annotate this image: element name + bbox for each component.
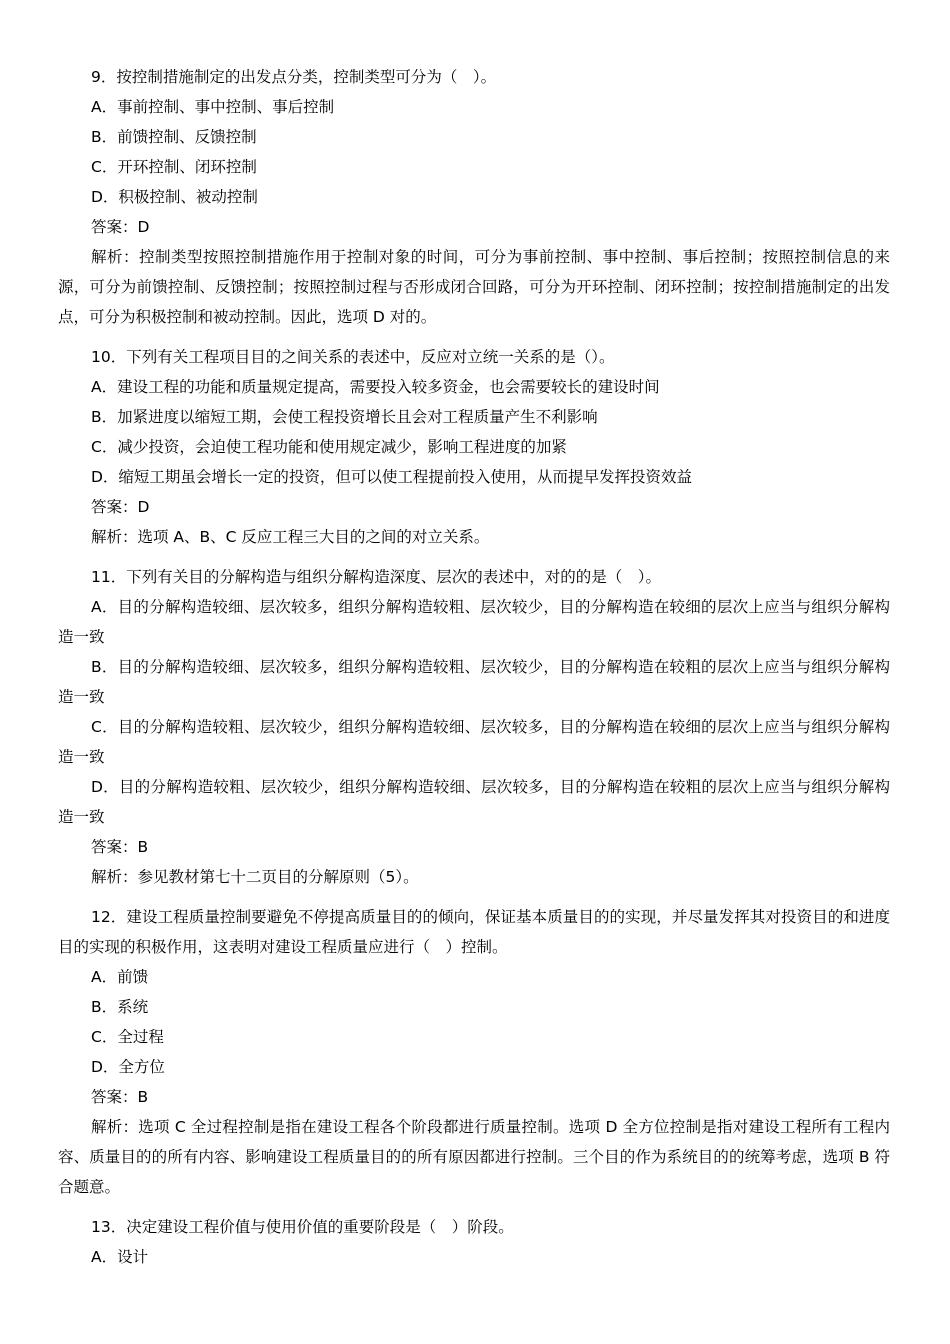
option-a: A．建设工程的功能和质量规定提高，需要投入较多资金，也会需要较长的建设时间 — [91, 378, 660, 396]
option-a: A．前馈 — [91, 968, 149, 986]
option-c: C．减少投资，会迫使工程功能和使用规定减少，影响工程进度的加紧 — [91, 438, 567, 456]
option-d: D．全方位 — [91, 1058, 165, 1076]
question-13 — [58, 1212, 890, 1272]
answer: 答案：D — [91, 498, 150, 516]
option-d: D．积极控制、被动控制 — [91, 188, 258, 206]
option-c: C．全过程 — [91, 1028, 164, 1046]
question-stem: 9．按控制措施制定的出发点分类，控制类型可分为（ ）。 — [91, 68, 497, 86]
question-11 — [58, 562, 890, 892]
answer: 答案：B — [91, 838, 149, 856]
answer: 答案：D — [91, 218, 150, 236]
option-b: B．系统 — [91, 998, 149, 1016]
question-12 — [58, 902, 890, 1202]
analysis: 解析：选项 A、B、C 反应工程三大目的之间的对立关系。 — [91, 528, 490, 546]
question-stem: 10．下列有关工程项目目的之间关系的表述中，反应对立统一关系的是（）。 — [91, 348, 615, 366]
question-10 — [58, 342, 890, 552]
analysis: 解析：选项 C 全过程控制是指在建设工程各个阶段都进行质量控制。选项 D 全方位控制是指对建设工程所有工程内容、质量目的的所有内容、影响建设工程质量目的的所有原因都进行控制。三个目的作为系统目的的统筹考虑，选项 B 符合题意。 — [58, 1118, 890, 1196]
analysis: 解析：控制类型按照控制措施作用于控制对象的时间，可分为事前控制、事中控制、事后控制；按照控制信息的来源，可分为前馈控制、反馈控制；按照控制过程与否形成闭合回路，可分为开环控制、闭环控制；按控制措施制定的出发点，可分为积极控制和被动控制。因此，选项 D 对的。 — [58, 248, 890, 326]
question-stem: 11．下列有关目的分解构造与组织分解构造深度、层次的表述中，对的的是（ ）。 — [91, 568, 661, 586]
question-stem: 12．建设工程质量控制要避免不停提高质量目的的倾向，保证基本质量目的的实现，并尽量发挥其对投资目的和进度目的实现的积极作用，这表明对建设工程质量应进行（ ）控制。 — [58, 908, 890, 956]
question-stem: 13．决定建设工程价值与使用价值的重要阶段是（ ）阶段。 — [91, 1218, 514, 1236]
option-d: D．目的分解构造较粗、层次较少，组织分解构造较细、层次较多，目的分解构造在较粗的层次上应当与组织分解构造一致 — [58, 778, 890, 826]
answer: 答案：B — [91, 1088, 149, 1106]
option-a: A．设计 — [91, 1248, 149, 1266]
option-d: D．缩短工期虽会增长一定的投资，但可以使工程提前投入使用，从而提早发挥投资效益 — [91, 468, 692, 486]
option-a: A．目的分解构造较细、层次较多，组织分解构造较粗、层次较少，目的分解构造在较细的层次上应当与组织分解构造一致 — [58, 598, 890, 646]
question-9 — [58, 62, 890, 332]
option-a: A．事前控制、事中控制、事后控制 — [91, 98, 335, 116]
analysis: 解析：参见教材第七十二页目的分解原则（5）。 — [91, 868, 419, 886]
option-c: C．开环控制、闭环控制 — [91, 158, 257, 176]
option-b: B．前馈控制、反馈控制 — [91, 128, 257, 146]
option-b: B．加紧进度以缩短工期，会使工程投资增长且会对工程质量产生不利影响 — [91, 408, 598, 426]
option-c: C．目的分解构造较粗、层次较少，组织分解构造较细、层次较多，目的分解构造在较细的层次上应当与组织分解构造一致 — [58, 718, 890, 766]
option-b: B．目的分解构造较细、层次较多，组织分解构造较粗、层次较少，目的分解构造在较粗的层次上应当与组织分解构造一致 — [58, 658, 890, 706]
